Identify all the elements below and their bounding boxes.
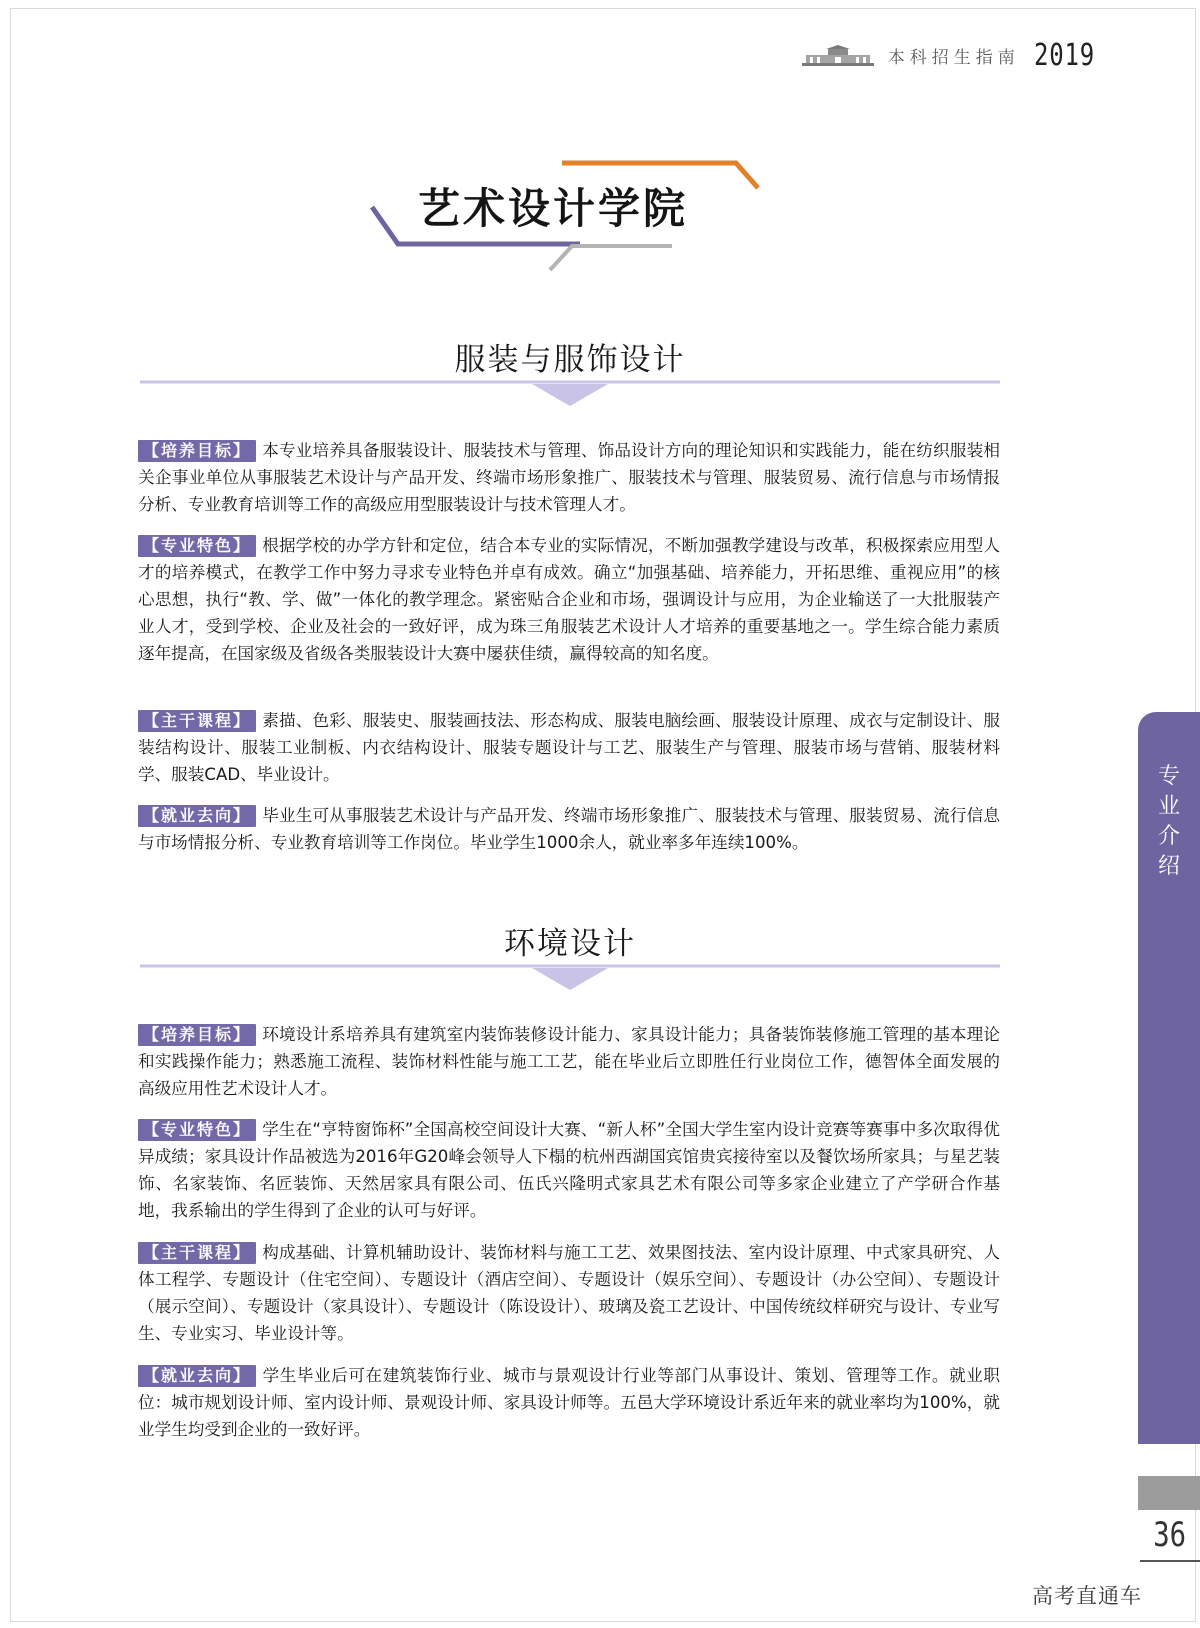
tag-training-goal: 【培养目标】 [138, 1024, 256, 1046]
tag-employment: 【就业去向】 [138, 805, 256, 827]
tag-features: 【专业特色】 [138, 1119, 256, 1141]
page-number-block [1138, 1476, 1200, 1510]
fashion-employment [138, 802, 1000, 856]
paragraph-text: 本专业培养具备服装设计、服装技术与管理、饰品设计方向的理论知识和实践能力，能在纺织服装相关企事业单位从事服装艺术设计与产品开发、终端市场形象推广、服装技术与管理、服装贸易、流行信息与市场情报分析、专业教育培训等工作的高级应用型服装设计与技术管理人才。 [138, 441, 1000, 514]
tag-courses: 【主干课程】 [138, 1242, 256, 1264]
side-tab-char: 专 [1157, 764, 1180, 789]
section-divider [140, 380, 1000, 410]
side-tab-label [1138, 762, 1200, 882]
env-training-goal [138, 1021, 1000, 1102]
tag-training-goal: 【培养目标】 [138, 440, 256, 462]
fashion-courses [138, 707, 1000, 788]
tag-employment: 【就业去向】 [138, 1365, 256, 1387]
env-features [138, 1116, 1000, 1224]
paragraph-text: 学生在“亨特窗饰杯”全国高校空间设计大赛、“新人杯”全国大学生室内设计竞赛等赛事中多次取得优异成绩；家具设计作品被选为2016年G20峰会领导人下榻的杭州西湖国宾馆贵宾接待室以及餐饮场所家具；与星艺装饰、名家装饰、名匠装饰、天然居家具有限公司、伍氏兴隆明式家具艺术有限公司等多家企业建立了产学研合作基地，我系输出的学生得到了企业的认可与好评。 [138, 1120, 1000, 1220]
fashion-features [138, 532, 1000, 667]
page-number: 36 [1153, 1515, 1186, 1555]
paragraph-text: 构成基础、计算机辅助设计、装饰材料与施工工艺、效果图技法、室内设计原理、中式家具研究、人体工程学、专题设计（住宅空间）、专题设计（酒店空间）、专题设计（娱乐空间）、专题设计（办公空间）、专题设计（展示空间）、专题设计（家具设计）、专题设计（陈设设计）、玻璃及瓷工艺设计、中国传统纹样研究与设计、专业写生、专业实习、毕业设计等。 [138, 1243, 1000, 1343]
side-tab-char: 绍 [1157, 854, 1180, 879]
paragraph-text: 环境设计系培养具有建筑室内装饰装修设计能力、家具设计能力；具备装饰装修施工管理的基本理论和实践操作能力；熟悉施工流程、装饰材料性能与施工工艺，能在毕业后立即胜任行业岗位工作，德智体全面发展的高级应用性艺术设计人才。 [138, 1025, 1000, 1098]
side-tab-char: 介 [1157, 824, 1180, 849]
side-tab-char: 业 [1157, 794, 1180, 819]
env-employment [138, 1362, 1000, 1443]
college-title: 艺术设计学院 [418, 184, 689, 233]
tag-courses: 【主干课程】 [138, 710, 256, 732]
paragraph-text: 素描、色彩、服装史、服装画技法、形态构成、服装电脑绘画、服装设计原理、成衣与定制设计、服装结构设计、服装工业制板、内衣结构设计、服装专题设计与工艺、服装生产与管理、服装市场与营销、服装材料学、服装CAD、毕业设计。 [138, 711, 1000, 784]
side-tab-major-intro [1138, 712, 1200, 1444]
college-title-decoration [0, 0, 1200, 300]
fashion-training-goal [138, 437, 1000, 518]
section-title-environment: 环境设计 [504, 926, 636, 962]
paragraph-text: 根据学校的办学方针和定位，结合本专业的实际情况，不断加强教学建设与改革，积极探索应用型人才的培养模式，在教学工作中努力寻求专业特色并卓有成效。确立“加强基础、培养能力，开拓思维、重视应用”的核心思想，执行“教、学、做”一体化的教学理念。紧密贴合企业和市场，强调设计与应用，为企业输送了一大批服装产业人才，受到学校、企业及社会的一致好评，成为珠三角服装艺术设计人才培养的重要基地之一。学生综合能力素质逐年提高，在国家级及省级各类服装设计大赛中屡获佳绩，赢得较高的知名度。 [138, 536, 1000, 663]
page-number-underline [1140, 1560, 1200, 1562]
watermark: 高考直通车 [1032, 1584, 1142, 1608]
guide-title: 本科招生指南 [887, 48, 1020, 68]
tag-features: 【专业特色】 [138, 535, 256, 557]
section-divider [140, 964, 1000, 994]
section-title-fashion: 服装与服饰设计 [454, 342, 686, 378]
env-courses [138, 1239, 1000, 1347]
paragraph-text: 毕业生可从事服装艺术设计与产品开发、终端市场形象推广、服装技术与管理、服装贸易、流行信息与市场情报分析、专业教育培训等工作岗位。毕业学生1000余人，就业率多年连续100%。 [138, 806, 1000, 852]
paragraph-text: 学生毕业后可在建筑装饰行业、城市与景观设计行业等部门从事设计、策划、管理等工作。就业职位：城市规划设计师、室内设计师、景观设计师、家具设计师等。五邑大学环境设计系近年来的就业率均为100%，就业学生均受到企业的一致好评。 [138, 1366, 1000, 1439]
guide-year: 2019 [1033, 38, 1095, 73]
